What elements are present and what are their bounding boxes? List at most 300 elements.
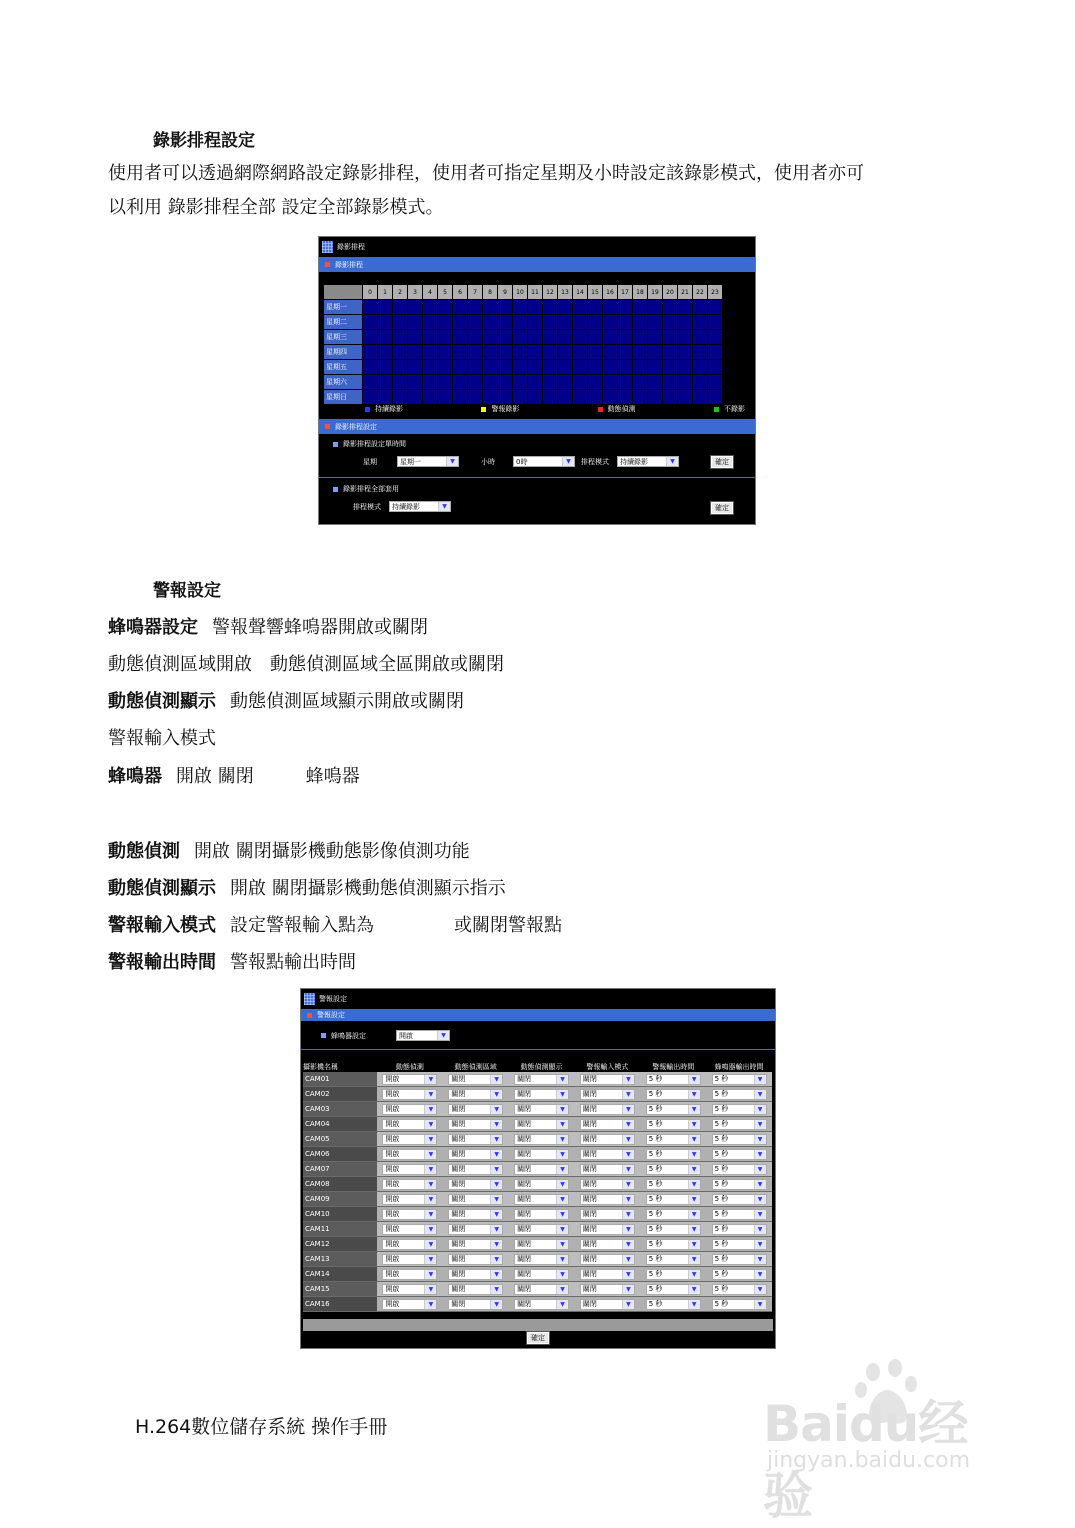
schedule-cell[interactable] bbox=[543, 315, 558, 330]
schedule-cell[interactable] bbox=[543, 375, 558, 390]
cell-select[interactable] bbox=[712, 1254, 767, 1265]
schedule-cell[interactable] bbox=[378, 375, 393, 390]
schedule-cell[interactable] bbox=[363, 360, 378, 375]
mode-select[interactable]: 持續錄影 ▼ bbox=[617, 456, 679, 467]
schedule-cell[interactable] bbox=[453, 315, 468, 330]
schedule-cell[interactable] bbox=[633, 375, 648, 390]
cell-select[interactable] bbox=[646, 1269, 701, 1280]
chevron-down-icon: ▼ bbox=[622, 1240, 634, 1249]
cell-select[interactable] bbox=[580, 1074, 635, 1085]
schedule-cell[interactable] bbox=[513, 315, 528, 330]
schedule-cell[interactable] bbox=[648, 345, 663, 360]
schedule-cell[interactable] bbox=[633, 330, 648, 345]
cell-select[interactable] bbox=[448, 1164, 503, 1175]
cell-select[interactable] bbox=[646, 1299, 701, 1310]
cell-select[interactable] bbox=[382, 1149, 437, 1160]
schedule-cell[interactable] bbox=[618, 375, 633, 390]
cell-select[interactable] bbox=[580, 1269, 635, 1280]
schedule-cell[interactable] bbox=[528, 375, 543, 390]
schedule-cell[interactable] bbox=[633, 345, 648, 360]
schedule-cell[interactable] bbox=[648, 360, 663, 375]
cell-select[interactable] bbox=[514, 1269, 569, 1280]
schedule-cell[interactable] bbox=[438, 360, 453, 375]
table-cell bbox=[706, 1252, 772, 1267]
hour-header: 12 bbox=[543, 285, 558, 300]
cell-select[interactable] bbox=[646, 1209, 701, 1220]
cell-select[interactable] bbox=[382, 1089, 437, 1100]
cell-select[interactable] bbox=[712, 1074, 767, 1085]
schedule-cell[interactable] bbox=[528, 300, 543, 315]
schedule-cell[interactable] bbox=[408, 300, 423, 315]
schedule-cell[interactable] bbox=[498, 315, 513, 330]
cell-select[interactable] bbox=[712, 1104, 767, 1115]
schedule-cell[interactable] bbox=[618, 330, 633, 345]
schedule-cell[interactable] bbox=[558, 375, 573, 390]
cell-select[interactable] bbox=[580, 1119, 635, 1130]
cell-select-value: 關閉 bbox=[582, 1195, 597, 1203]
schedule-cell[interactable] bbox=[378, 390, 393, 405]
cell-select[interactable] bbox=[448, 1299, 503, 1310]
cell-select[interactable] bbox=[448, 1194, 503, 1205]
confirm-button[interactable]: 確定 bbox=[527, 1332, 549, 1344]
schedule-cell[interactable] bbox=[603, 315, 618, 330]
schedule-cell[interactable] bbox=[528, 390, 543, 405]
schedule-description bbox=[108, 157, 864, 225]
schedule-cell[interactable] bbox=[513, 360, 528, 375]
schedule-cell[interactable] bbox=[543, 300, 558, 315]
schedule-cell[interactable] bbox=[363, 315, 378, 330]
schedule-cell[interactable] bbox=[408, 360, 423, 375]
schedule-cell[interactable] bbox=[603, 300, 618, 315]
confirm-button[interactable]: 確定 bbox=[711, 502, 733, 514]
cell-select[interactable] bbox=[580, 1149, 635, 1160]
schedule-cell[interactable] bbox=[678, 360, 693, 375]
schedule-cell[interactable] bbox=[408, 345, 423, 360]
schedule-cell[interactable] bbox=[393, 315, 408, 330]
table-cell bbox=[706, 1162, 772, 1177]
schedule-cell[interactable] bbox=[438, 330, 453, 345]
schedule-cell[interactable] bbox=[693, 315, 708, 330]
cell-select[interactable] bbox=[382, 1299, 437, 1310]
cell-select[interactable] bbox=[448, 1134, 503, 1145]
cell-select[interactable] bbox=[514, 1209, 569, 1220]
schedule-cell[interactable] bbox=[363, 330, 378, 345]
cell-select[interactable] bbox=[646, 1149, 701, 1160]
schedule-cell[interactable] bbox=[663, 360, 678, 375]
schedule-cell[interactable] bbox=[363, 300, 378, 315]
cell-select[interactable] bbox=[580, 1299, 635, 1310]
cell-select[interactable] bbox=[382, 1224, 437, 1235]
schedule-cell[interactable] bbox=[423, 360, 438, 375]
schedule-cell[interactable] bbox=[363, 390, 378, 405]
schedule-cell[interactable] bbox=[543, 345, 558, 360]
schedule-cell[interactable] bbox=[618, 315, 633, 330]
cell-select-value: 關閉 bbox=[517, 1165, 532, 1173]
schedule-cell[interactable] bbox=[468, 390, 483, 405]
cell-select-value: 5 秒 bbox=[648, 1150, 663, 1158]
schedule-cell[interactable] bbox=[468, 360, 483, 375]
cell-select-value: 5 秒 bbox=[714, 1150, 729, 1158]
schedule-cell[interactable] bbox=[708, 315, 723, 330]
cell-select[interactable] bbox=[712, 1134, 767, 1145]
schedule-cell[interactable] bbox=[603, 345, 618, 360]
cell-select-value: 5 秒 bbox=[714, 1300, 729, 1308]
schedule-cell[interactable] bbox=[618, 390, 633, 405]
schedule-cell[interactable] bbox=[423, 300, 438, 315]
cell-select[interactable] bbox=[448, 1089, 503, 1100]
schedule-cell[interactable] bbox=[678, 330, 693, 345]
cell-select[interactable] bbox=[382, 1119, 437, 1130]
schedule-cell[interactable] bbox=[483, 345, 498, 360]
schedule-cell[interactable] bbox=[558, 360, 573, 375]
schedule-cell[interactable] bbox=[453, 390, 468, 405]
schedule-cell[interactable] bbox=[573, 375, 588, 390]
cell-select[interactable] bbox=[448, 1074, 503, 1085]
schedule-cell[interactable] bbox=[453, 360, 468, 375]
schedule-cell[interactable] bbox=[528, 345, 543, 360]
schedule-cell[interactable] bbox=[453, 375, 468, 390]
schedule-cell[interactable] bbox=[423, 345, 438, 360]
schedule-cell[interactable] bbox=[393, 360, 408, 375]
schedule-cell[interactable] bbox=[708, 375, 723, 390]
cell-select[interactable] bbox=[712, 1284, 767, 1295]
schedule-cell[interactable] bbox=[618, 345, 633, 360]
cell-select[interactable] bbox=[712, 1179, 767, 1190]
schedule-cell[interactable] bbox=[693, 390, 708, 405]
cell-select[interactable] bbox=[580, 1254, 635, 1265]
camera-name: CAM12 bbox=[303, 1237, 377, 1252]
cell-select[interactable] bbox=[382, 1209, 437, 1220]
schedule-cell[interactable] bbox=[363, 375, 378, 390]
cell-select[interactable] bbox=[580, 1164, 635, 1175]
schedule-cell[interactable] bbox=[423, 390, 438, 405]
schedule-cell[interactable] bbox=[558, 345, 573, 360]
schedule-cell[interactable] bbox=[513, 390, 528, 405]
cell-select-value: 關閉 bbox=[582, 1255, 597, 1263]
schedule-cell[interactable] bbox=[678, 345, 693, 360]
cell-select[interactable] bbox=[382, 1269, 437, 1280]
schedule-cell[interactable] bbox=[693, 360, 708, 375]
schedule-cell[interactable] bbox=[438, 375, 453, 390]
schedule-cell[interactable] bbox=[633, 360, 648, 375]
cell-select[interactable] bbox=[646, 1119, 701, 1130]
schedule-cell[interactable] bbox=[498, 300, 513, 315]
schedule-cell[interactable] bbox=[573, 390, 588, 405]
cell-select[interactable] bbox=[514, 1194, 569, 1205]
schedule-cell[interactable] bbox=[678, 315, 693, 330]
schedule-cell[interactable] bbox=[708, 330, 723, 345]
table-cell bbox=[509, 1162, 575, 1177]
cell-select[interactable] bbox=[382, 1104, 437, 1115]
cell-select[interactable] bbox=[646, 1089, 701, 1100]
cell-select[interactable] bbox=[712, 1239, 767, 1250]
cell-select[interactable] bbox=[646, 1164, 701, 1175]
cell-select[interactable] bbox=[646, 1239, 701, 1250]
schedule-cell[interactable] bbox=[633, 300, 648, 315]
schedule-cell[interactable] bbox=[573, 300, 588, 315]
schedule-cell[interactable] bbox=[588, 390, 603, 405]
schedule-cell[interactable] bbox=[648, 375, 663, 390]
cell-select[interactable] bbox=[580, 1209, 635, 1220]
cell-select[interactable] bbox=[448, 1269, 503, 1280]
cell-select[interactable] bbox=[514, 1119, 569, 1130]
cell-select[interactable] bbox=[712, 1194, 767, 1205]
schedule-cell[interactable] bbox=[483, 330, 498, 345]
cell-select[interactable] bbox=[712, 1089, 767, 1100]
schedule-cell[interactable] bbox=[498, 330, 513, 345]
schedule-cell[interactable] bbox=[558, 330, 573, 345]
cell-select[interactable] bbox=[448, 1209, 503, 1220]
schedule-cell[interactable] bbox=[393, 300, 408, 315]
schedule-cell[interactable] bbox=[393, 330, 408, 345]
cell-select[interactable] bbox=[712, 1299, 767, 1310]
schedule-cell[interactable] bbox=[543, 330, 558, 345]
cell-select[interactable] bbox=[646, 1224, 701, 1235]
schedule-cell[interactable] bbox=[378, 330, 393, 345]
schedule-cell[interactable] bbox=[603, 330, 618, 345]
schedule-cell[interactable] bbox=[453, 330, 468, 345]
schedule-cell[interactable] bbox=[558, 300, 573, 315]
schedule-cell[interactable] bbox=[513, 375, 528, 390]
cell-select[interactable] bbox=[646, 1254, 701, 1265]
cell-select[interactable] bbox=[580, 1104, 635, 1115]
cell-select[interactable] bbox=[646, 1179, 701, 1190]
schedule-cell[interactable] bbox=[378, 300, 393, 315]
schedule-cell[interactable] bbox=[588, 315, 603, 330]
schedule-cell[interactable] bbox=[438, 300, 453, 315]
schedule-cell[interactable] bbox=[468, 315, 483, 330]
schedule-cell[interactable] bbox=[708, 300, 723, 315]
schedule-cell[interactable] bbox=[513, 330, 528, 345]
cell-select[interactable] bbox=[514, 1164, 569, 1175]
cell-select[interactable] bbox=[646, 1074, 701, 1085]
schedule-cell[interactable] bbox=[588, 300, 603, 315]
schedule-cell[interactable] bbox=[513, 300, 528, 315]
chevron-down-icon: ▼ bbox=[622, 1300, 634, 1309]
schedule-cell[interactable] bbox=[438, 345, 453, 360]
cell-select[interactable] bbox=[448, 1224, 503, 1235]
schedule-cell[interactable] bbox=[603, 390, 618, 405]
cell-select[interactable] bbox=[514, 1254, 569, 1265]
schedule-cell[interactable] bbox=[468, 330, 483, 345]
schedule-cell[interactable] bbox=[483, 360, 498, 375]
cell-select[interactable] bbox=[448, 1284, 503, 1295]
schedule-cell[interactable] bbox=[423, 315, 438, 330]
column-header: 動態偵測 bbox=[395, 1063, 424, 1071]
cell-select[interactable] bbox=[382, 1134, 437, 1145]
schedule-cell[interactable] bbox=[393, 345, 408, 360]
table-cell bbox=[509, 1072, 575, 1087]
schedule-cell[interactable] bbox=[558, 390, 573, 405]
cell-select[interactable] bbox=[646, 1284, 701, 1295]
schedule-cell[interactable] bbox=[513, 345, 528, 360]
schedule-cell[interactable] bbox=[543, 390, 558, 405]
schedule-cell[interactable] bbox=[453, 300, 468, 315]
cell-select[interactable] bbox=[382, 1164, 437, 1175]
cell-select[interactable] bbox=[514, 1224, 569, 1235]
schedule-cell[interactable] bbox=[543, 360, 558, 375]
schedule-cell[interactable] bbox=[408, 330, 423, 345]
schedule-cell[interactable] bbox=[498, 390, 513, 405]
schedule-cell[interactable] bbox=[498, 345, 513, 360]
cell-select[interactable] bbox=[382, 1194, 437, 1205]
cell-select[interactable] bbox=[646, 1134, 701, 1145]
cell-select[interactable] bbox=[712, 1164, 767, 1175]
cell-select[interactable] bbox=[580, 1194, 635, 1205]
schedule-cell[interactable] bbox=[708, 345, 723, 360]
table-row bbox=[303, 1102, 772, 1117]
cell-select[interactable] bbox=[646, 1104, 701, 1115]
schedule-cell[interactable] bbox=[618, 360, 633, 375]
schedule-cell[interactable] bbox=[648, 390, 663, 405]
schedule-cell[interactable] bbox=[573, 360, 588, 375]
cell-select[interactable] bbox=[712, 1119, 767, 1130]
schedule-cell[interactable] bbox=[468, 345, 483, 360]
schedule-cell[interactable] bbox=[633, 315, 648, 330]
table-cell bbox=[706, 1237, 772, 1252]
schedule-cell[interactable] bbox=[363, 345, 378, 360]
cell-select[interactable] bbox=[448, 1239, 503, 1250]
schedule-cell[interactable] bbox=[693, 300, 708, 315]
schedule-cell[interactable] bbox=[588, 345, 603, 360]
schedule-cell[interactable] bbox=[603, 375, 618, 390]
mode-label: 排程模式 bbox=[581, 457, 609, 466]
schedule-cell[interactable] bbox=[633, 390, 648, 405]
cell-select[interactable] bbox=[580, 1134, 635, 1145]
cell-select[interactable] bbox=[514, 1104, 569, 1115]
schedule-cell[interactable] bbox=[498, 360, 513, 375]
cell-select[interactable] bbox=[514, 1299, 569, 1310]
schedule-cell[interactable] bbox=[648, 315, 663, 330]
schedule-cell[interactable] bbox=[468, 375, 483, 390]
schedule-cell[interactable] bbox=[483, 300, 498, 315]
buzzer-select[interactable]: 開啟 ▼ bbox=[396, 1030, 450, 1041]
schedule-cell[interactable] bbox=[678, 300, 693, 315]
cell-select[interactable] bbox=[580, 1284, 635, 1295]
cell-select[interactable] bbox=[712, 1149, 767, 1160]
schedule-cell[interactable] bbox=[618, 300, 633, 315]
table-cell bbox=[706, 1222, 772, 1237]
schedule-cell[interactable] bbox=[483, 315, 498, 330]
schedule-cell[interactable] bbox=[678, 390, 693, 405]
schedule-cell[interactable] bbox=[453, 345, 468, 360]
schedule-cell[interactable] bbox=[528, 315, 543, 330]
schedule-cell[interactable] bbox=[648, 300, 663, 315]
schedule-cell[interactable] bbox=[438, 390, 453, 405]
schedule-cell[interactable] bbox=[708, 390, 723, 405]
day-select[interactable]: 星期一 ▼ bbox=[397, 456, 459, 467]
schedule-cell[interactable] bbox=[423, 330, 438, 345]
schedule-cell[interactable] bbox=[408, 315, 423, 330]
cell-select[interactable] bbox=[448, 1254, 503, 1265]
schedule-cell[interactable] bbox=[588, 330, 603, 345]
schedule-cell[interactable] bbox=[423, 375, 438, 390]
hour-select[interactable]: 0時 ▼ bbox=[513, 456, 575, 467]
schedule-cell[interactable] bbox=[588, 375, 603, 390]
schedule-cell[interactable] bbox=[483, 375, 498, 390]
apply-all-label: 錄影排程全部套用 bbox=[343, 485, 399, 493]
schedule-cell[interactable] bbox=[708, 360, 723, 375]
mode-select[interactable]: 持續錄影 ▼ bbox=[389, 501, 451, 512]
cell-select[interactable] bbox=[448, 1119, 503, 1130]
cell-select[interactable] bbox=[382, 1074, 437, 1085]
schedule-cell[interactable] bbox=[408, 375, 423, 390]
schedule-cell[interactable] bbox=[693, 345, 708, 360]
schedule-cell[interactable] bbox=[663, 315, 678, 330]
chevron-down-icon: ▼ bbox=[556, 1195, 568, 1204]
schedule-cell[interactable] bbox=[573, 315, 588, 330]
cell-select[interactable] bbox=[514, 1074, 569, 1085]
schedule-cell[interactable] bbox=[663, 345, 678, 360]
cell-select[interactable] bbox=[382, 1179, 437, 1190]
schedule-cell[interactable] bbox=[663, 330, 678, 345]
schedule-cell[interactable] bbox=[393, 375, 408, 390]
schedule-cell[interactable] bbox=[678, 375, 693, 390]
schedule-cell[interactable] bbox=[378, 345, 393, 360]
cell-select[interactable] bbox=[514, 1179, 569, 1190]
schedule-cell[interactable] bbox=[468, 300, 483, 315]
confirm-button[interactable]: 確定 bbox=[711, 456, 733, 468]
cell-select[interactable] bbox=[712, 1224, 767, 1235]
cell-select[interactable] bbox=[580, 1239, 635, 1250]
schedule-cell[interactable] bbox=[393, 390, 408, 405]
schedule-cell[interactable] bbox=[573, 330, 588, 345]
cell-select[interactable] bbox=[514, 1134, 569, 1145]
schedule-cell[interactable] bbox=[693, 330, 708, 345]
cell-select[interactable] bbox=[382, 1254, 437, 1265]
cell-select[interactable] bbox=[712, 1269, 767, 1280]
schedule-cell[interactable] bbox=[408, 390, 423, 405]
cell-select[interactable] bbox=[712, 1209, 767, 1220]
cell-select[interactable] bbox=[514, 1284, 569, 1295]
schedule-cell[interactable] bbox=[663, 375, 678, 390]
cell-select[interactable] bbox=[514, 1089, 569, 1100]
schedule-cell[interactable] bbox=[378, 360, 393, 375]
alarm-line: 警報輸入模式 設定警報輸入點為 或關閉警報點 bbox=[108, 915, 562, 936]
schedule-cell[interactable] bbox=[603, 360, 618, 375]
schedule-cell[interactable] bbox=[663, 390, 678, 405]
schedule-cell[interactable] bbox=[558, 315, 573, 330]
cell-select[interactable] bbox=[580, 1179, 635, 1190]
chevron-down-icon: ▼ bbox=[688, 1075, 700, 1084]
table-row bbox=[303, 1237, 772, 1252]
cell-select[interactable] bbox=[382, 1239, 437, 1250]
grid-icon bbox=[322, 241, 333, 253]
cell-select[interactable] bbox=[382, 1284, 437, 1295]
schedule-cell[interactable] bbox=[438, 315, 453, 330]
schedule-cell[interactable] bbox=[378, 315, 393, 330]
schedule-cell[interactable] bbox=[573, 345, 588, 360]
schedule-cell[interactable] bbox=[693, 375, 708, 390]
cell-select[interactable] bbox=[448, 1104, 503, 1115]
cell-select[interactable] bbox=[580, 1089, 635, 1100]
cell-select[interactable] bbox=[646, 1194, 701, 1205]
schedule-cell[interactable] bbox=[648, 330, 663, 345]
cell-select[interactable] bbox=[448, 1179, 503, 1190]
cell-select[interactable] bbox=[580, 1224, 635, 1235]
cell-select-value: 5 秒 bbox=[714, 1210, 729, 1218]
cell-select[interactable] bbox=[514, 1149, 569, 1160]
schedule-cell[interactable] bbox=[498, 375, 513, 390]
schedule-cell[interactable] bbox=[528, 330, 543, 345]
column-header: 攝影機名稱 bbox=[303, 1063, 338, 1071]
cell-select[interactable] bbox=[448, 1149, 503, 1160]
schedule-cell[interactable] bbox=[663, 300, 678, 315]
schedule-cell[interactable] bbox=[588, 360, 603, 375]
schedule-cell[interactable] bbox=[528, 360, 543, 375]
cell-select[interactable] bbox=[514, 1239, 569, 1250]
schedule-cell[interactable] bbox=[483, 390, 498, 405]
